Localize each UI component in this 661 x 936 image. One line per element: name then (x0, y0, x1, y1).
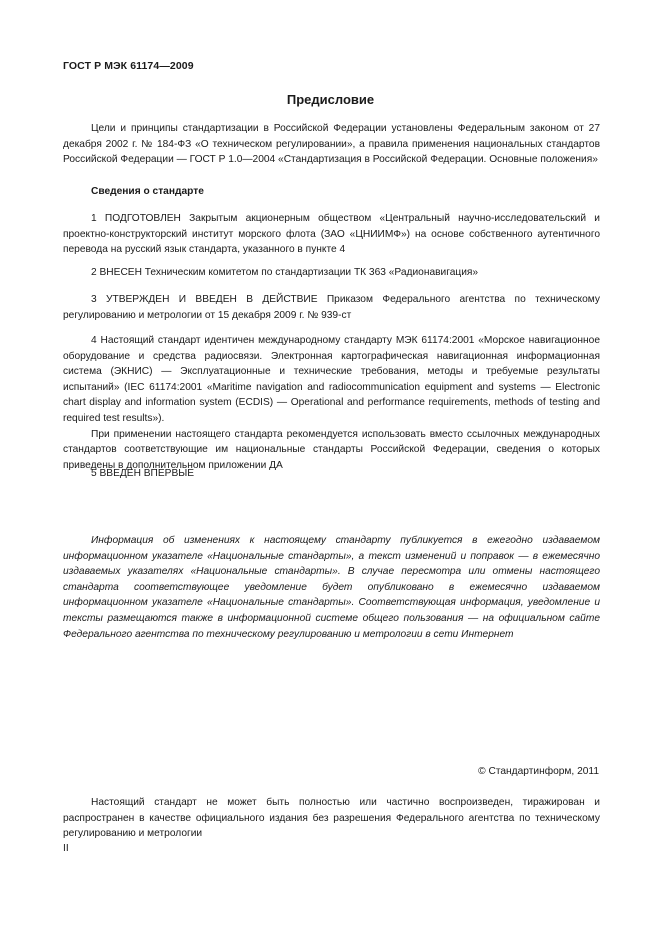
item-5-block (63, 466, 600, 482)
item-4-block (63, 333, 600, 473)
item-2-block (63, 265, 600, 281)
item-4-paragraph: 4 Настоящий стандарт идентичен международному стандарту МЭК 61174:2001 «Морское навигационное оборудование и средства радиосвязи. Электронная картографическая навигационная информационная система (ЭКНИС) — Эксплуатационные и технические требования, методы и требуемые результаты испытаний» (IEC 61174:2001 «Maritime navigation and radiocommunication equipment and systems — Electronic chart display and information system (ECDIS) — Operational and performance requirements, methods of testing and required test results»). (63, 335, 600, 424)
item-1-block (63, 211, 600, 258)
intro-paragraph: Цели и принципы стандартизации в Российской Федерации установлены Федеральным законом от 27 декабря 2002 г. № 184-ФЗ «О техническом регулировании», а правила применения национальных стандартов Российской Федерации — ГОСТ Р 1.0—2004 «Стандартизация в Российской Федерации. Основные положения» (63, 123, 600, 166)
reproduction-notice-block (63, 795, 600, 842)
item-2-paragraph: 2 ВНЕСЕН Техническим комитетом по стандартизации ТК 363 «Радионавигация» (91, 267, 479, 278)
notice-block (63, 533, 600, 642)
item-3-paragraph: 3 УТВЕРЖДЕН И ВВЕДЕН В ДЕЙСТВИЕ Приказом Федерального агентства по техническому регулированию и метрологии от 15 декабря 2009 г. № 939-ст (63, 294, 600, 321)
item-1-paragraph: 1 ПОДГОТОВЛЕН Закрытым акционерным обществом «Центральный научно-исследовательский и проектно-конструкторский институт морского флота (ЗАО «ЦНИИМФ») на основе собственного аутентичного перевода на русский язык стандарта, указанного в пункте 4 (63, 213, 600, 256)
page-title: Предисловие (286, 92, 375, 107)
document-code-header: ГОСТ Р МЭК 61174—2009 (63, 60, 194, 72)
section-heading: Сведения о стандарте (91, 186, 204, 197)
item-3-block (63, 292, 600, 323)
page-number: II (63, 843, 69, 854)
section-heading-block (63, 184, 600, 200)
item-4-note-paragraph: При применении настоящего стандарта рекомендуется использовать вместо ссылочных международных стандартов соответствующие им национальные стандарты Российской Федерации, сведения о которых приведены в дополнительном приложении ДА (63, 428, 600, 471)
reproduction-notice-paragraph: Настоящий стандарт не может быть полностью или частично воспроизведен, тиражирован и распространен в качестве официального издания без разрешения Федерального агентства по техническому регулированию и метрологии (63, 797, 600, 840)
item-5-paragraph: 5 ВВЕДЕН ВПЕРВЫЕ (91, 468, 195, 479)
notice-paragraph: Информация об изменениях к настоящему стандарту публикуется в ежегодно издаваемом информационном указателе «Национальные стандарты», а текст изменений и поправок — в ежемесячно издаваемых указателях «Национальные стандарты». В случае пересмотра или отмены настоящего стандарта соответствующее уведомление будет опубликовано в ежемесячно издаваемом информационном указателе «Национальные стандарты». Соответствующая информация, уведомление и тексты размещаются также в информационной системе общего пользования — на официальном сайте Федерального агентства по техническому регулированию и метрологии в сети Интернет (63, 535, 600, 640)
intro-block (63, 121, 600, 168)
copyright-line: © Стандартинформ, 2011 (478, 766, 599, 777)
